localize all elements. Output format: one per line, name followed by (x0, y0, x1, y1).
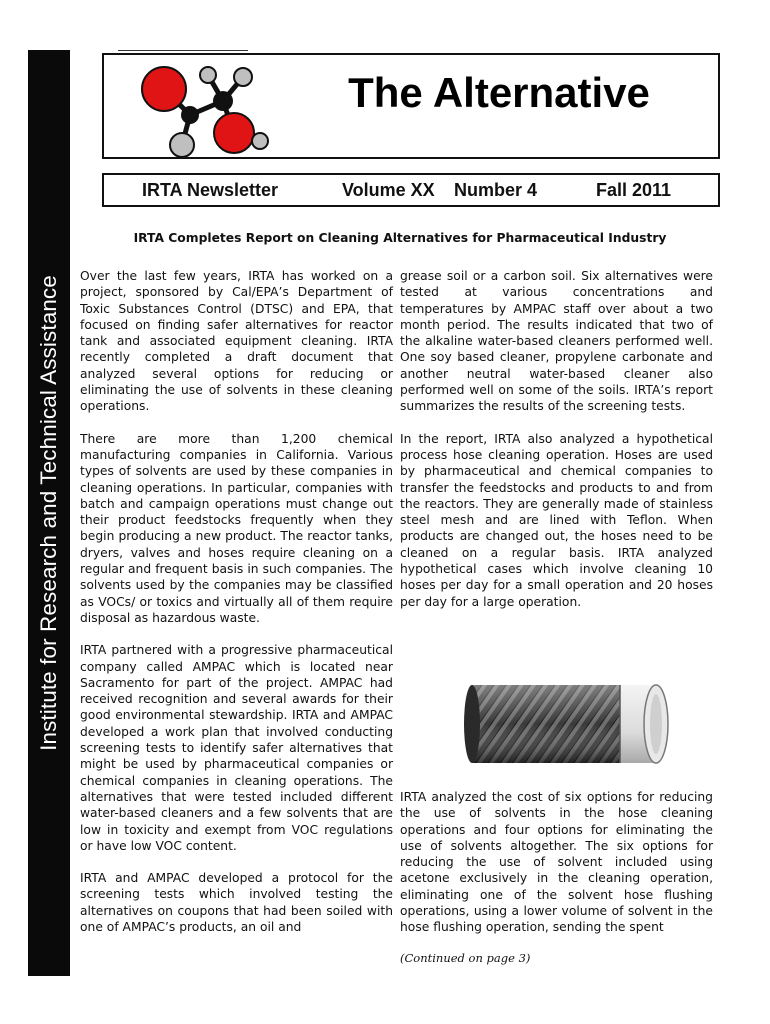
paragraph: grease soil or a carbon soil. Six alternatives were tested at various concentrations and temperatures by AMPAC staff over about a two month period. The results indicated that two of the alkaline water-based cleaners performed well. One soy based cleaner, propylene carbonate and another neutral water-based cleaner also performed well on some of the soils. IRTA’s report summarizes the results of the screening tests. (400, 269, 713, 414)
paragraph: In the report, IRTA also analyzed a hypothetical process hose cleaning operation. Hoses are used by pharmaceutical and chemical companies to transfer the feedstocks and products to and from the reactors. They are generally made of stainless steel mesh and are lined with Teflon. When products are changed out, the hoses need to be cleaned on a regular basis. IRTA analyzed hypothetical cases which involve cleaning 10 hoses per day for a small operation and 20 hoses per day for a large operation. (400, 431, 713, 609)
paragraph: IRTA partnered with a progressive pharmaceutical company called AMPAC which is located near Sacramento for part of the project. AMPAC had received recognition and several awards for their good environmental stewardship. IRTA and AMPAC developed a work plan that involved conducting screening tests to identify safer alternatives that might be used by pharmaceutical companies or chemical companies in cleaning operations. The alternatives that were tested included different water-based cleaners and a few solvents that are low in toxicity and exempt from VOC regulations or have low VOC content. (80, 643, 393, 853)
issue-number: Number 4 (454, 180, 538, 200)
masthead (102, 53, 720, 159)
sidebar-text: Institute for Research and Technical Assistance (36, 275, 61, 751)
paragraph: IRTA and AMPAC developed a protocol for the screening tests which involved testing the alternatives on coupons that had been soiled with one of AMPAC’s products, an oil and (80, 871, 393, 934)
volume-label: Volume XX (342, 180, 435, 200)
sidebar-banner (28, 50, 70, 976)
hose-image (460, 663, 674, 785)
paragraph: Over the last few years, IRTA has worked on a project, sponsored by Cal/EPA’s Department of Toxic Substances Control (DTSC) and EPA, that focused on finding safer alternatives for reactor tank and associated equipment cleaning. IRTA recently completed a draft document that analyzed several options for reducing or eliminating the use of solvents in these cleaning operations. (80, 269, 393, 414)
newsletter-name: IRTA Newsletter (142, 180, 279, 200)
article-column-left (80, 268, 393, 951)
issue-info-bar (102, 173, 720, 207)
paragraph: There are more than 1,200 chemical manufacturing companies in California. Various types of solvents are used by these companies in cleaning operations. In particular, companies with batch and campaign operations must change out their product feedstocks frequently when they begin producing a new product. The reactor tanks, dryers, valves and hoses require cleaning on a regular and frequent basis in such companies. The solvents used by the companies may be classified as VOCs/ or toxics and virtually all of them require disposal as hazardous waste. (80, 431, 393, 625)
continued-note: (Continued on page 3) (400, 951, 531, 965)
article-headline: IRTA Completes Report on Cleaning Alternatives for Pharmaceutical Industry (133, 231, 667, 245)
article-column-right-lower (400, 789, 713, 952)
masthead-rule (118, 50, 248, 51)
paragraph: IRTA analyzed the cost of six options for reducing the use of solvents in the hose cleaning operations and four options for eliminating the use of solvents altogether. The six options for reducing the use of solvent included using acetone exclusively in the cleaning operation, eliminating one of the solvent hose flushing operations, using a lower volume of solvent in the hose flushing operation, sending the spent (400, 790, 713, 935)
newsletter-title: The Alternative (348, 69, 650, 116)
molecule-logo-icon (130, 63, 270, 158)
article-column-right (400, 268, 713, 626)
issue-season: Fall 2011 (596, 180, 672, 200)
braided-hose-icon (460, 663, 674, 785)
